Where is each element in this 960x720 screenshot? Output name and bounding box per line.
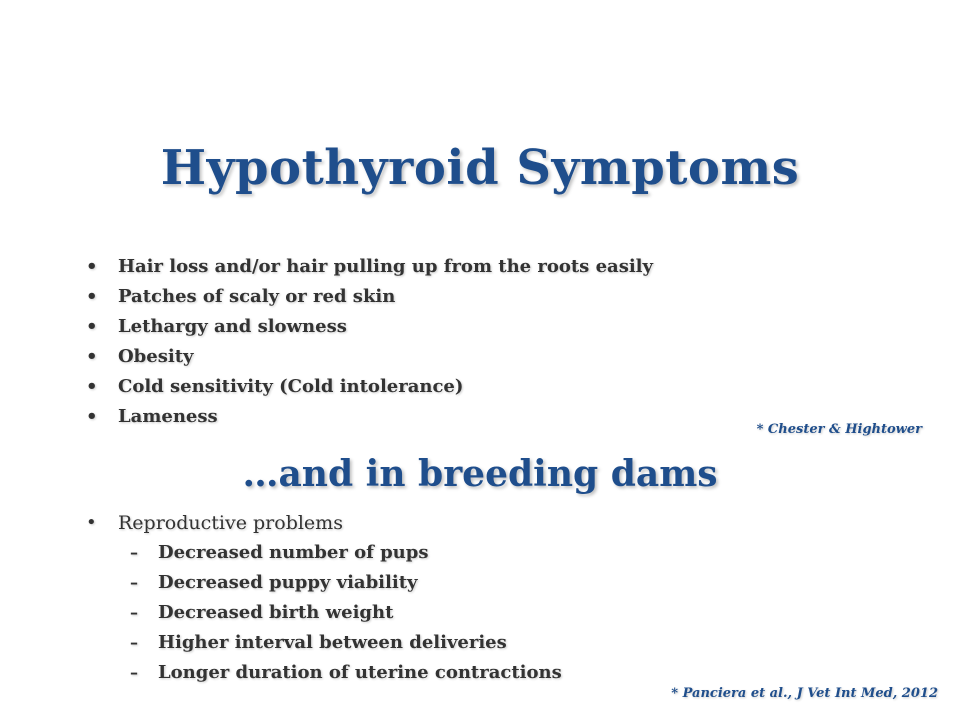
- list-item: [84, 568, 562, 598]
- list-item: [84, 598, 562, 628]
- sub-item-text: Higher interval between deliveries: [158, 632, 507, 653]
- list-item: [84, 658, 562, 688]
- bullet-icon: •: [86, 376, 98, 397]
- list-item: [84, 373, 653, 403]
- symptom-text: Hair loss and/or hair pulling up from the roots easily: [118, 256, 653, 277]
- symptom-text: Lethargy and slowness: [118, 316, 347, 337]
- symptom-text: Obesity: [118, 346, 194, 367]
- breeding-list: [84, 508, 562, 688]
- reproductive-sub-list: [84, 538, 562, 688]
- dash-icon: –: [130, 543, 138, 562]
- bullet-icon: •: [86, 256, 98, 277]
- sub-item-text: Decreased puppy viability: [158, 572, 418, 593]
- symptom-list: [84, 253, 653, 433]
- bullet-icon: •: [86, 346, 98, 367]
- symptom-text: Patches of scaly or red skin: [118, 286, 396, 307]
- dash-icon: –: [130, 573, 138, 592]
- list-item: [84, 313, 653, 343]
- sub-item-text: Decreased number of pups: [158, 542, 429, 563]
- list-item: [84, 508, 562, 538]
- list-item: [84, 403, 653, 433]
- list-item: [84, 628, 562, 658]
- sub-list-container: [84, 538, 562, 688]
- list-item: [84, 283, 653, 313]
- list-item: [84, 253, 653, 283]
- symptom-text: Cold sensitivity (Cold intolerance): [118, 376, 464, 397]
- symptom-text: Lameness: [118, 406, 218, 427]
- bullet-icon: •: [86, 512, 97, 533]
- dash-icon: –: [130, 633, 138, 652]
- bullet-icon: •: [86, 316, 98, 337]
- citation-panciera: * Panciera et al., J Vet Int Med, 2012: [671, 686, 938, 701]
- citation-chester-hightower: * Chester & Hightower: [756, 422, 922, 437]
- list-item: [84, 538, 562, 568]
- section-subtitle: …and in breeding dams: [242, 453, 718, 495]
- dash-icon: –: [130, 603, 138, 622]
- slide-title: Hypothyroid Symptoms: [160, 140, 800, 196]
- bullet-icon: •: [86, 406, 98, 427]
- sub-item-text: Longer duration of uterine contractions: [158, 662, 562, 683]
- list-item: [84, 343, 653, 373]
- bullet-icon: •: [86, 286, 98, 307]
- dash-icon: –: [130, 663, 138, 682]
- breeding-main-text: Reproductive problems: [118, 512, 343, 534]
- sub-item-text: Decreased birth weight: [158, 602, 394, 623]
